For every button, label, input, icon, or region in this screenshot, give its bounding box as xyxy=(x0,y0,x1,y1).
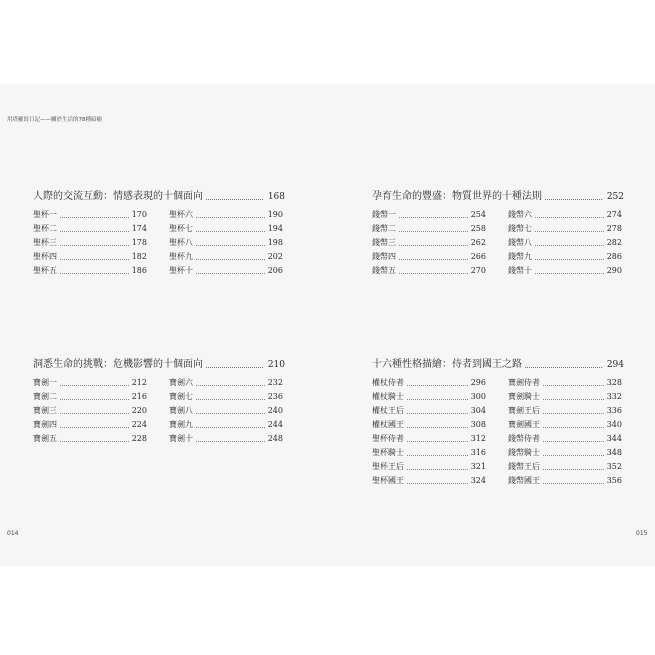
entry-page-number: 282 xyxy=(606,238,622,247)
section-page-number: 168 xyxy=(267,192,285,202)
toc-entry xyxy=(508,376,622,390)
entry-page-number: 270 xyxy=(470,266,486,275)
entry-page-number: 254 xyxy=(470,210,486,219)
entry-label: 錢幣四 xyxy=(372,250,398,264)
toc-entry xyxy=(169,376,283,390)
toc-entry xyxy=(169,250,283,264)
toc-entry xyxy=(169,222,283,236)
entry-page-number: 190 xyxy=(267,210,283,219)
entry-page-number: 224 xyxy=(131,420,147,429)
toc-entry xyxy=(372,390,486,404)
entry-page-number: 274 xyxy=(606,210,622,219)
entry-label: 寶劍一 xyxy=(33,376,59,390)
entry-label: 聖杯騎士 xyxy=(372,446,406,460)
entry-page-number: 244 xyxy=(267,420,283,429)
entry-column-right xyxy=(508,208,622,278)
entry-label: 聖杯二 xyxy=(33,222,59,236)
entry-page-number: 340 xyxy=(606,420,622,429)
toc-section-swords xyxy=(33,358,285,443)
toc-entry xyxy=(508,264,622,278)
entry-column-right xyxy=(169,376,283,446)
entry-label: 權杖國王 xyxy=(372,418,406,432)
entry-label: 寶劍八 xyxy=(169,404,195,418)
entry-page-number: 304 xyxy=(470,406,486,415)
entry-page-number: 308 xyxy=(470,420,486,429)
entry-label: 聖杯六 xyxy=(169,208,195,222)
entry-label: 寶劍王后 xyxy=(508,404,542,418)
toc-entry xyxy=(33,418,147,432)
entry-page-number: 202 xyxy=(267,252,283,261)
entry-page-number: 286 xyxy=(606,252,622,261)
entry-label: 錢幣三 xyxy=(372,236,398,250)
entry-label: 聖杯五 xyxy=(33,264,59,278)
toc-entry xyxy=(372,418,486,432)
entry-label: 寶劍七 xyxy=(169,390,195,404)
entry-page-number: 206 xyxy=(267,266,283,275)
toc-entry xyxy=(372,236,486,250)
entry-label: 聖杯侍者 xyxy=(372,432,406,446)
entry-label: 聖杯四 xyxy=(33,250,59,264)
toc-entry xyxy=(33,236,147,250)
entry-label: 聖杯三 xyxy=(33,236,59,250)
toc-entry xyxy=(372,222,486,236)
entry-page-number: 356 xyxy=(606,476,622,485)
section-page-number: 210 xyxy=(267,360,285,370)
entry-page-number: 212 xyxy=(131,378,147,387)
entry-label: 錢幣二 xyxy=(372,222,398,236)
toc-entry xyxy=(508,432,622,446)
toc-entry xyxy=(508,390,622,404)
entry-page-number: 228 xyxy=(131,434,147,443)
toc-entry xyxy=(169,208,283,222)
entry-label: 錢幣侍者 xyxy=(508,432,542,446)
entry-label: 聖杯王后 xyxy=(372,460,406,474)
toc-entry xyxy=(372,446,486,460)
entry-page-number: 170 xyxy=(131,210,147,219)
entry-page-number: 316 xyxy=(470,448,486,457)
toc-entry xyxy=(33,390,147,404)
entry-label: 錢幣六 xyxy=(508,208,534,222)
section-heading xyxy=(372,190,624,204)
section-title: 孕育生命的豐盛：物質世界的十種法則 xyxy=(372,190,545,204)
entry-label: 寶劍六 xyxy=(169,376,195,390)
entry-page-number: 258 xyxy=(470,224,486,233)
entry-page-number: 290 xyxy=(606,266,622,275)
toc-entry xyxy=(372,250,486,264)
entry-column-right xyxy=(169,208,283,278)
entry-page-number: 262 xyxy=(470,238,486,247)
entry-label: 權杖王后 xyxy=(372,404,406,418)
entry-page-number: 232 xyxy=(267,378,283,387)
toc-entry xyxy=(508,208,622,222)
entry-label: 聖杯十 xyxy=(169,264,195,278)
toc-entry xyxy=(33,208,147,222)
entry-page-number: 220 xyxy=(131,406,147,415)
entry-label: 寶劍國王 xyxy=(508,418,542,432)
entry-page-number: 248 xyxy=(267,434,283,443)
section-title: 洞悉生命的挑戰：危機影響的十個面向 xyxy=(33,358,206,372)
toc-entry xyxy=(33,432,147,446)
entry-page-number: 236 xyxy=(267,392,283,401)
entry-page-number: 348 xyxy=(606,448,622,457)
entry-page-number: 266 xyxy=(470,252,486,261)
section-page-number: 294 xyxy=(606,360,624,370)
entry-page-number: 352 xyxy=(606,462,622,471)
entry-page-number: 321 xyxy=(470,462,486,471)
toc-entry xyxy=(169,236,283,250)
entry-page-number: 296 xyxy=(470,378,486,387)
toc-section-court-cards xyxy=(372,358,624,485)
toc-entry xyxy=(372,460,486,474)
toc-entry xyxy=(508,474,622,488)
entry-label: 錢幣七 xyxy=(508,222,534,236)
entry-page-number: 240 xyxy=(267,406,283,415)
section-heading xyxy=(372,358,624,372)
entry-label: 錢幣王后 xyxy=(508,460,542,474)
entry-label: 寶劍四 xyxy=(33,418,59,432)
entry-page-number: 300 xyxy=(470,392,486,401)
entry-page-number: 186 xyxy=(131,266,147,275)
entry-label: 寶劍五 xyxy=(33,432,59,446)
toc-entry xyxy=(508,404,622,418)
entry-page-number: 182 xyxy=(131,252,147,261)
section-page-number: 252 xyxy=(606,192,624,202)
book-spread xyxy=(0,84,655,566)
toc-entry xyxy=(508,250,622,264)
section-heading xyxy=(33,358,285,372)
toc-entry xyxy=(372,432,486,446)
entry-label: 錢幣九 xyxy=(508,250,534,264)
entry-column-left xyxy=(372,376,486,488)
entry-label: 聖杯八 xyxy=(169,236,195,250)
toc-entry xyxy=(372,474,486,488)
entry-page-number: 194 xyxy=(267,224,283,233)
entry-label: 錢幣五 xyxy=(372,264,398,278)
running-head: 用塔羅寫日記——關於生活的78種暗喻 xyxy=(7,117,102,123)
toc-entry xyxy=(508,418,622,432)
entry-page-number: 198 xyxy=(267,238,283,247)
entry-page-number: 312 xyxy=(470,434,486,443)
entry-label: 錢幣一 xyxy=(372,208,398,222)
section-heading xyxy=(33,190,285,204)
entry-label: 寶劍侍者 xyxy=(508,376,542,390)
toc-entry xyxy=(508,446,622,460)
entry-label: 寶劍三 xyxy=(33,404,59,418)
section-title: 人際的交流互動：情感表現的十個面向 xyxy=(33,190,206,204)
toc-entry xyxy=(372,208,486,222)
entry-page-number: 324 xyxy=(470,476,486,485)
section-title: 十六種性格描繪：侍者到國王之路 xyxy=(372,358,525,372)
entry-column-right xyxy=(508,376,622,488)
toc-entry xyxy=(372,376,486,390)
toc-entry xyxy=(33,264,147,278)
entry-page-number: 216 xyxy=(131,392,147,401)
entry-page-number: 344 xyxy=(606,434,622,443)
toc-entry xyxy=(508,236,622,250)
toc-entry xyxy=(508,460,622,474)
toc-entry xyxy=(169,264,283,278)
entry-label: 寶劍十 xyxy=(169,432,195,446)
entry-label: 寶劍九 xyxy=(169,418,195,432)
entry-label: 聖杯國王 xyxy=(372,474,406,488)
page-number-right: 015 xyxy=(636,530,648,537)
entry-page-number: 332 xyxy=(606,392,622,401)
toc-entry xyxy=(33,250,147,264)
entry-label: 寶劍二 xyxy=(33,390,59,404)
entry-page-number: 278 xyxy=(606,224,622,233)
entry-page-number: 328 xyxy=(606,378,622,387)
entry-page-number: 174 xyxy=(131,224,147,233)
entry-label: 聖杯七 xyxy=(169,222,195,236)
toc-entry xyxy=(33,376,147,390)
toc-entry xyxy=(169,418,283,432)
toc-entry xyxy=(169,432,283,446)
toc-entry xyxy=(169,390,283,404)
entry-label: 權杖侍者 xyxy=(372,376,406,390)
entry-label: 錢幣八 xyxy=(508,236,534,250)
entry-label: 聖杯一 xyxy=(33,208,59,222)
toc-section-cups xyxy=(33,190,285,275)
entry-page-number: 336 xyxy=(606,406,622,415)
entry-column-left xyxy=(33,208,147,278)
toc-entry xyxy=(372,264,486,278)
entry-page-number: 178 xyxy=(131,238,147,247)
toc-entry xyxy=(169,404,283,418)
toc-section-pentacles xyxy=(372,190,624,275)
page-number-left: 014 xyxy=(7,530,19,537)
toc-entry xyxy=(33,222,147,236)
entry-column-left xyxy=(372,208,486,278)
entry-column-left xyxy=(33,376,147,446)
entry-label: 錢幣十 xyxy=(508,264,534,278)
toc-entry xyxy=(372,404,486,418)
entry-label: 寶劍騎士 xyxy=(508,390,542,404)
entry-label: 錢幣騎士 xyxy=(508,446,542,460)
entry-label: 權杖騎士 xyxy=(372,390,406,404)
toc-entry xyxy=(508,222,622,236)
toc-entry xyxy=(33,404,147,418)
entry-label: 聖杯九 xyxy=(169,250,195,264)
entry-label: 錢幣國王 xyxy=(508,474,542,488)
